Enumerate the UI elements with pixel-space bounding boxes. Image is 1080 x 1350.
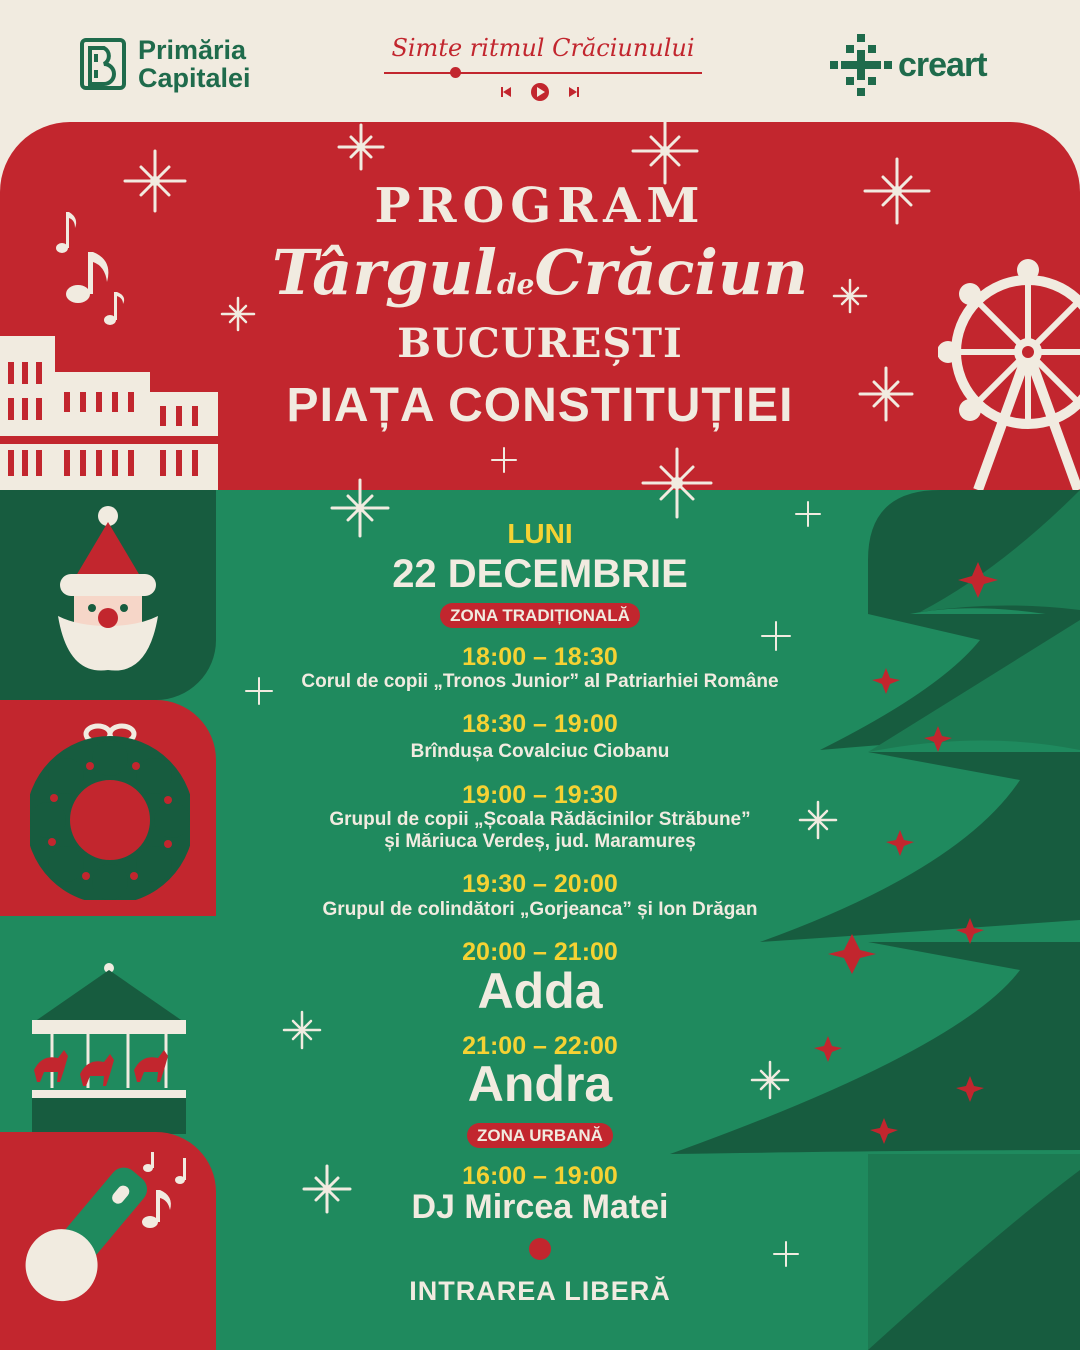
sparkle-icon xyxy=(862,156,932,226)
tagline: Simte ritmul Crăciunului xyxy=(391,34,695,62)
time-slot: 16:00 – 19:00 xyxy=(462,1162,618,1190)
wreath-icon xyxy=(30,722,190,900)
event-title-de: de xyxy=(496,268,535,301)
progress-line xyxy=(384,72,702,74)
ferris-wheel-icon xyxy=(938,252,1080,492)
logo-line-1: Primăria xyxy=(138,35,247,65)
santa-icon xyxy=(52,504,162,674)
sparkle-icon xyxy=(630,116,700,186)
time-slot: 18:00 – 18:30 xyxy=(462,643,618,671)
schedule-date: 22 DECEMBRIE xyxy=(392,552,688,596)
program-heading: PROGRAM xyxy=(374,178,706,234)
next-icon xyxy=(568,86,580,98)
time-slot: 21:00 – 22:00 xyxy=(462,1032,618,1060)
carousel-icon xyxy=(28,962,190,1134)
creart-wordmark: creart xyxy=(898,45,987,84)
play-icon xyxy=(530,82,550,102)
creart-logo xyxy=(828,32,987,98)
act-name: Grupul de colindători „Gorjeanca” și Ion Drăgan xyxy=(322,899,758,920)
sparkle-icon xyxy=(120,146,190,216)
microphone-icon xyxy=(16,1166,156,1306)
sparkle-icon xyxy=(832,278,868,314)
event-title-main: Târgul xyxy=(271,236,497,309)
act-name: Grupul de copii „Școala Rădăcinilor Străbune” xyxy=(329,809,751,830)
city-name: BUCUREȘTI xyxy=(397,320,683,367)
event-title xyxy=(260,236,820,309)
sparkle-icon xyxy=(490,446,518,474)
headliner: Adda xyxy=(477,963,603,1019)
music-note-icon xyxy=(140,1152,196,1234)
time-slot: 19:00 – 19:30 xyxy=(462,781,618,809)
schedule-day: LUNI xyxy=(507,518,573,549)
act-name: Brîndușa Covalciuc Ciobanu xyxy=(410,741,670,762)
sparkle-icon xyxy=(640,446,714,520)
player-controls xyxy=(500,82,580,102)
dj-name: DJ Mircea Matei xyxy=(411,1188,669,1226)
zone-urban xyxy=(290,1126,790,1146)
separator-dot xyxy=(529,1238,551,1260)
venue-name: PIAȚA CONSTITUȚIEI xyxy=(286,379,794,432)
logo-line-2: Capitalei xyxy=(138,63,251,93)
primaria-emblem-icon xyxy=(80,38,126,90)
primaria-capitalei-logo xyxy=(80,36,251,92)
zone-badge: ZONA URBANĂ xyxy=(467,1123,613,1148)
sparkle-icon xyxy=(220,296,256,332)
zone-traditional xyxy=(290,606,790,626)
music-note-icon xyxy=(52,208,132,328)
free-entry: INTRAREA LIBERĂ xyxy=(409,1276,671,1306)
creart-emblem-icon xyxy=(828,32,894,98)
act-name: Corul de copii „Tronos Junior” al Patriarhiei Române xyxy=(301,671,779,692)
act-name-line-2: și Măriuca Verdeș, jud. Maramureș xyxy=(384,831,696,852)
sparkle-icon xyxy=(772,1240,800,1268)
event-title-end: Crăciun xyxy=(534,236,809,309)
sparkle-icon xyxy=(794,500,822,528)
time-slot: 20:00 – 21:00 xyxy=(462,938,618,966)
sparkle-icon xyxy=(336,122,386,172)
building-icon xyxy=(0,336,218,492)
headliner: Andra xyxy=(467,1056,613,1112)
progress-dot xyxy=(450,67,461,78)
time-slot: 18:30 – 19:00 xyxy=(462,710,618,738)
zone-badge: ZONA TRADIȚIONALĂ xyxy=(440,603,640,628)
time-slot: 19:30 – 20:00 xyxy=(462,870,618,898)
previous-icon xyxy=(500,86,512,98)
